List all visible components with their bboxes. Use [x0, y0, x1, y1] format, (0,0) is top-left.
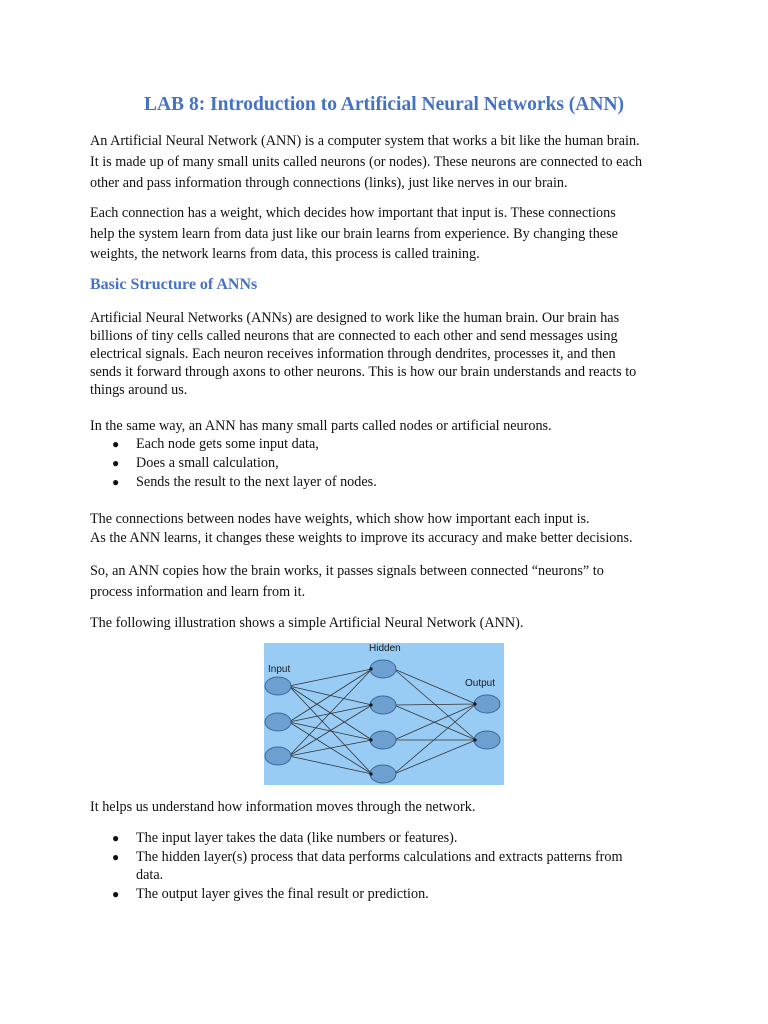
text-line: help the system learn from data just like our brain learns from experience. By changing these	[90, 225, 618, 242]
neuron-node	[474, 695, 500, 713]
list-item-text: The input layer takes the data (like numbers or features).	[136, 830, 458, 846]
node-bullet-list	[90, 435, 690, 492]
neuron-node	[370, 765, 396, 783]
text-line: Each connection has a weight, which decides how important that input is. These connections	[90, 205, 616, 221]
neural-network-diagram	[264, 643, 504, 785]
weights-paragraph	[90, 510, 690, 548]
bullet-icon: ●	[112, 886, 120, 901]
input-dot	[369, 738, 372, 741]
copies-paragraph	[90, 561, 690, 603]
neuron-node	[370, 731, 396, 749]
intro-paragraph-2	[90, 203, 690, 265]
neural-network-figure	[264, 643, 504, 785]
text-line: As the ANN learns, it changes these weights to improve its accuracy and make better decisions.	[90, 530, 633, 546]
list-item-text: The hidden layer(s) process that data performs calculations and extracts patterns from	[136, 848, 623, 865]
input-dot	[369, 667, 372, 670]
illustration-intro: The following illustration shows a simple Artificial Neural Network (ANN).	[90, 615, 524, 631]
text-line: It is made up of many small units called neurons (or nodes). These neurons are connected to each	[90, 154, 643, 170]
text-line: The connections between nodes have weights, which show how important each input is.	[90, 511, 590, 527]
list-item	[90, 885, 690, 904]
text-line: billions of tiny cells called neurons that are connected to each other and send messages using	[90, 328, 618, 344]
bullet-icon: ●	[112, 456, 120, 470]
list-item-text: The output layer gives the final result or prediction.	[136, 885, 429, 902]
neuron-node	[370, 660, 396, 678]
bullet-icon: ●	[112, 475, 120, 489]
list-item	[90, 435, 690, 454]
neuron-node	[265, 713, 291, 731]
page-title: LAB 8: Introduction to Artificial Neural Networks (ANN)	[143, 94, 625, 115]
list-item	[90, 829, 690, 848]
input-layer-label: Input	[268, 664, 291, 675]
structure-paragraph	[90, 309, 690, 399]
list-item-text: data.	[136, 867, 164, 883]
output-layer-label: Output	[465, 678, 496, 689]
input-dot	[369, 703, 372, 706]
text-line: So, an ANN copies how the brain works, it passes signals between connected “neurons” to	[90, 563, 604, 579]
text-line: other and pass information through connections (links), just like nerves in our brain.	[90, 175, 568, 191]
neuron-node	[474, 731, 500, 749]
section-heading: Basic Structure of ANNs	[90, 276, 258, 293]
neuron-node	[265, 747, 291, 765]
after-figure-text: It helps us understand how information moves through the network.	[90, 799, 476, 815]
bullet-icon: ●	[112, 831, 120, 845]
list-item-text: Each node gets some input data,	[136, 436, 319, 452]
bullet-icon: ●	[112, 437, 120, 451]
neuron-node	[370, 696, 396, 714]
text-line: An Artificial Neural Network (ANN) is a computer system that works a bit like the human brain.	[90, 133, 640, 149]
list-item	[90, 848, 690, 885]
text-line: Artificial Neural Networks (ANNs) are designed to work like the human brain. Our brain has	[90, 310, 620, 326]
text-line: weights, the network learns from data, this process is called training.	[90, 246, 480, 262]
bullet-icon: ●	[112, 849, 120, 864]
list-item	[90, 454, 690, 473]
input-dot	[473, 702, 476, 705]
hidden-layer-label: Hidden	[369, 643, 401, 654]
list-item-text: Does a small calculation,	[136, 455, 279, 471]
list-item	[90, 473, 690, 492]
input-dot	[473, 738, 476, 741]
list-item-text: Sends the result to the next layer of nodes.	[136, 474, 377, 490]
nodes-intro: In the same way, an ANN has many small parts called nodes or artificial neurons.	[90, 418, 552, 434]
intro-paragraph-1	[90, 131, 690, 194]
layer-bullet-list	[90, 829, 690, 903]
text-line: process information and learn from it.	[90, 584, 306, 600]
input-dot	[369, 772, 372, 775]
text-line: sends it forward through axons to other neurons. This is how our brain understands and reacts to	[90, 364, 637, 380]
text-line: electrical signals. Each neuron receives information through dendrites, processes it, and then	[90, 346, 616, 362]
text-line: things around us.	[90, 382, 188, 398]
neuron-node	[265, 677, 291, 695]
